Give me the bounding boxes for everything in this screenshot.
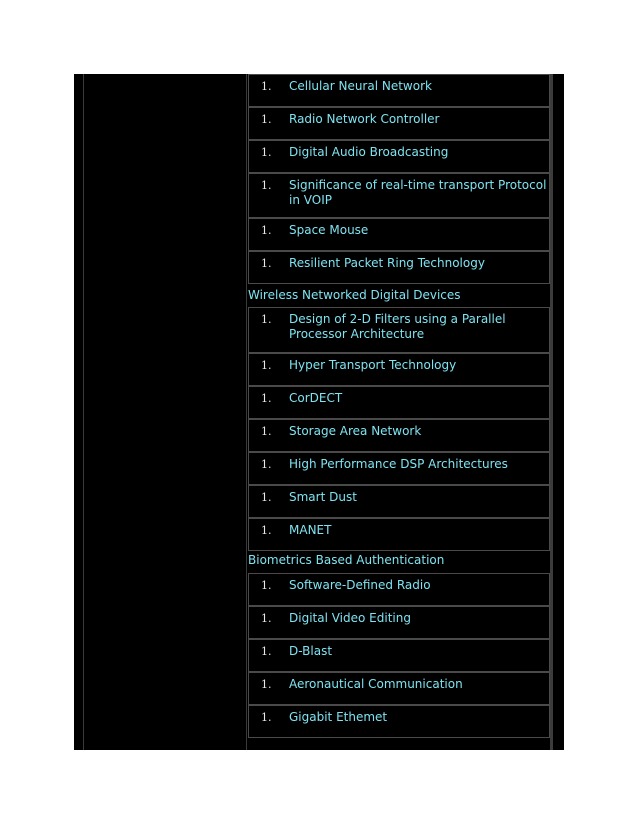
item-number: 1. [261, 392, 272, 405]
section-heading: Biometrics Based Authentication [248, 553, 445, 567]
item-number: 1. [261, 711, 272, 724]
list-item [248, 74, 550, 107]
list-item [248, 672, 550, 705]
list-item [248, 573, 550, 606]
item-text: Hyper Transport Technology [289, 358, 457, 372]
list-item [248, 485, 550, 518]
left-column [83, 74, 247, 750]
item-text: MANET [289, 523, 332, 537]
item-number: 1. [261, 113, 272, 126]
item-number: 1. [261, 80, 272, 93]
item-text: High Performance DSP Architectures [289, 457, 508, 471]
list-item [248, 140, 550, 173]
item-text: Smart Dust [289, 490, 357, 504]
list-item [248, 705, 550, 738]
section-heading: Wireless Networked Digital Devices [248, 288, 461, 302]
topic-list [248, 74, 550, 750]
item-number: 1. [261, 458, 272, 471]
item-number: 1. [261, 359, 272, 372]
item-number: 1. [261, 524, 272, 537]
item-number: 1. [261, 678, 272, 691]
item-text: Radio Network Controller [289, 112, 440, 126]
item-text: Space Mouse [289, 223, 369, 237]
item-number: 1. [261, 146, 272, 159]
item-text: D-Blast [289, 644, 333, 658]
item-number: 1. [261, 313, 272, 326]
list-item [248, 353, 550, 386]
list-item [248, 107, 550, 140]
item-number: 1. [261, 257, 272, 270]
item-number: 1. [261, 612, 272, 625]
list-item [248, 307, 550, 353]
item-text: Significance of real-time transport Protocol in VOIP [289, 178, 547, 207]
content-panel [74, 74, 564, 750]
right-border [550, 74, 553, 750]
list-item [248, 518, 550, 551]
list-item [248, 218, 550, 251]
item-text: Cellular Neural Network [289, 79, 432, 93]
item-number: 1. [261, 425, 272, 438]
list-item [248, 419, 550, 452]
item-text: Digital Audio Broadcasting [289, 145, 449, 159]
list-item [248, 173, 550, 218]
item-number: 1. [261, 645, 272, 658]
list-item [248, 639, 550, 672]
list-item [248, 251, 550, 284]
item-text: Software-Defined Radio [289, 578, 431, 592]
list-item [248, 452, 550, 485]
item-text: Gigabit Ethemet [289, 710, 388, 724]
list-item [248, 606, 550, 639]
item-number: 1. [261, 179, 272, 192]
item-text: Storage Area Network [289, 424, 422, 438]
item-number: 1. [261, 224, 272, 237]
item-text: Digital Video Editing [289, 611, 411, 625]
item-text: Design of 2-D Filters using a Parallel Processor Architecture [289, 312, 506, 341]
item-number: 1. [261, 491, 272, 504]
item-text: CorDECT [289, 391, 343, 405]
list-item [248, 386, 550, 419]
item-text: Resilient Packet Ring Technology [289, 256, 485, 270]
item-text: Aeronautical Communication [289, 677, 463, 691]
item-number: 1. [261, 579, 272, 592]
